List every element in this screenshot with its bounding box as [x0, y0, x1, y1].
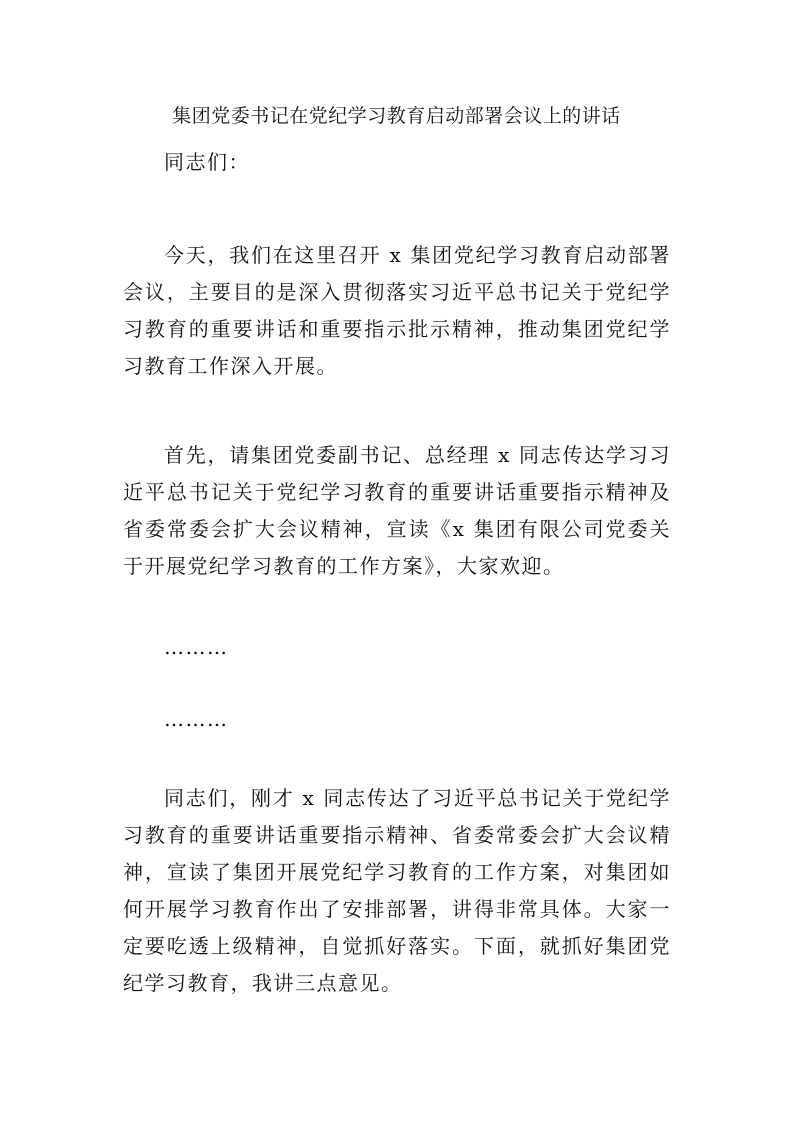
- paragraph-agenda: 首先，请集团党委副书记、总经理 x 同志传达学习习近平总书记关于党纪学习教育的重要讲话重要指示精神及省委常委会扩大会议精神，宣读《x 集团有限公司党委关于开展党纪学习教育的工作方案》，大家欢迎。: [123, 443, 671, 578]
- ellipsis-line: ………: [164, 707, 229, 731]
- paragraph-transition: 同志们，刚才 x 同志传达了习近平总书记关于党纪学习教育的重要讲话重要指示精神、省委常委会扩大会议精神，宣读了集团开展党纪学习教育的工作方案，对集团如何开展学习教育作出了安排部署，讲得非常具体。大家一定要吃透上级精神，自觉抓好落实。下面，就抓好集团党纪学习教育，我讲三点意见。: [123, 786, 671, 995]
- ellipsis-line: ………: [164, 635, 229, 659]
- greeting: 同志们：: [164, 150, 250, 174]
- document-title: 集团党委书记在党纪学习教育启动部署会议上的讲话: [172, 105, 621, 127]
- paragraph-opening: 今天，我们在这里召开 x 集团党纪学习教育启动部署会议，主要目的是深入贯彻落实习近平总书记关于党纪学习教育的重要讲话和重要指示批示精神，推动集团党纪学习教育工作深入开展。: [123, 243, 671, 378]
